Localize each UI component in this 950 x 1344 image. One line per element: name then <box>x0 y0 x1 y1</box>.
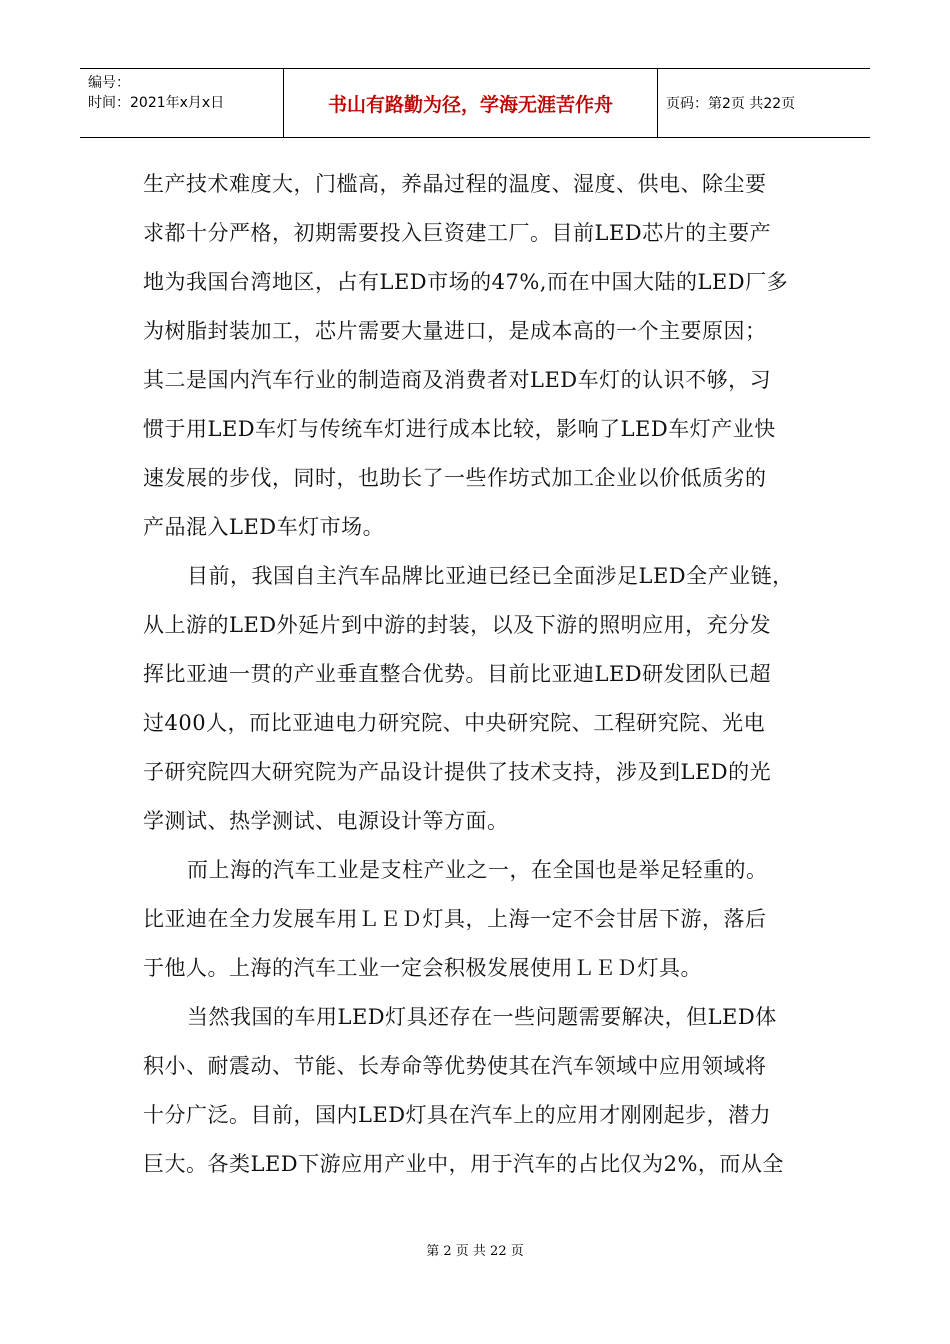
text-line: 地为我国台湾地区，占有LED市场的47%,而在中国大陆的LED厂多 <box>143 270 789 294</box>
text-line: 惯于用LED车灯与传统车灯进行成本比较，影响了LED车灯产业快 <box>143 417 776 441</box>
text-line: 挥比亚迪一贯的产业垂直整合优势。目前比亚迪LED研发团队已超 <box>143 662 772 686</box>
text-line: 从上游的LED外延片到中游的封装，以及下游的照明应用，充分发 <box>143 613 772 637</box>
text-line: 求都十分严格，初期需要投入巨资建工厂。目前LED芯片的主要产 <box>143 221 772 245</box>
paragraph-start-line: 当然我国的车用LED灯具还存在一些问题需要解决，但LED体 <box>187 1005 777 1029</box>
text-line: 于他人。上海的汽车工业一定会积极发展使用ＬＥＤ灯具。 <box>143 956 702 980</box>
document-number-label: 编号： <box>88 75 130 91</box>
page-footer: 第 2 页 共 22 页 <box>426 1244 524 1259</box>
text-line: 为树脂封装加工，芯片需要大量进口，是成本高的一个主要原因； <box>143 319 767 343</box>
text-line: 速发展的步伐，同时，也助长了一些作坊式加工企业以价低质劣的 <box>143 466 767 490</box>
page-header <box>80 68 870 138</box>
text-line: 产品混入LED车灯市场。 <box>143 515 385 539</box>
header-motto: 书山有路勤为径，学海无涯苦作舟 <box>327 93 613 116</box>
text-line: 十分广泛。目前，国内LED灯具在汽车上的应用才刚刚起步，潜力 <box>143 1103 772 1127</box>
body-text <box>143 160 823 1189</box>
text-line: 子研究院四大研究院为产品设计提供了技术支持，涉及到LED的光 <box>143 760 772 784</box>
text-line: 学测试、热学测试、电源设计等方面。 <box>143 809 509 833</box>
text-line: 积小、耐震动、节能、长寿命等优势使其在汽车领域中应用领域将 <box>143 1054 767 1078</box>
document-date: 时间：2021年x月x日 <box>88 95 225 111</box>
text-line: 生产技术难度大，门槛高，养晶过程的温度、湿度、供电、除尘要 <box>143 172 767 196</box>
header-meta <box>88 73 284 133</box>
text-line: 其二是国内汽车行业的制造商及消费者对LED车灯的认识不够，习 <box>143 368 772 392</box>
paragraph-start-line: 而上海的汽车工业是支柱产业之一，在全国也是举足轻重的。 <box>187 858 768 882</box>
text-line: 巨大。各类LED下游应用产业中，用于汽车的占比仅为2%，而从全 <box>143 1152 784 1176</box>
text-line: 过400人，而比亚迪电力研究院、中央研究院、工程研究院、光电 <box>143 711 766 735</box>
paragraph-start-line: 目前，我国自主汽车品牌比亚迪已经已全面涉足LED全产业链， <box>187 564 794 588</box>
header-page-info: 页码：第2页 共22页 <box>666 96 796 112</box>
text-line: 比亚迪在全力发展车用ＬＥＤ灯具，上海一定不会甘居下游，落后 <box>143 907 767 931</box>
